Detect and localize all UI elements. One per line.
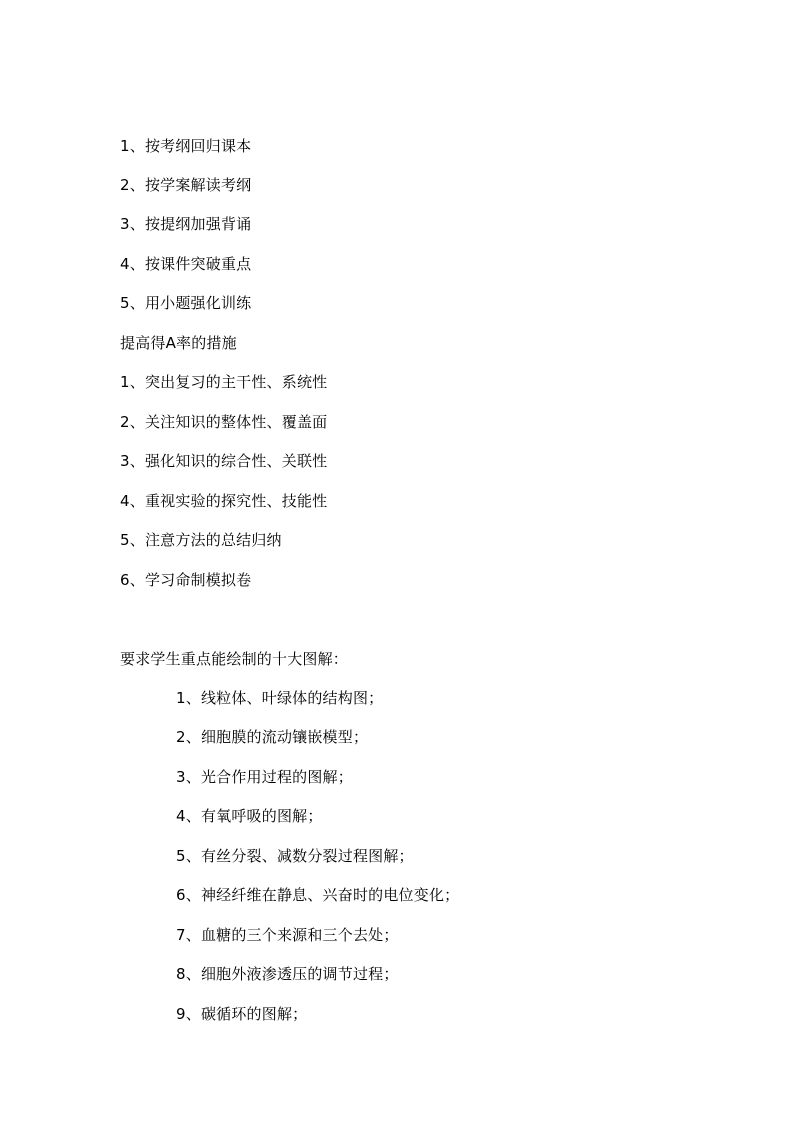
- list-item: 3、强化知识的综合性、关联性: [120, 452, 328, 470]
- list-item: 3、按提纲加强背诵: [120, 215, 252, 233]
- list-item: 1、按考纲回归课本: [120, 137, 252, 155]
- list-item: 9、碳循环的图解；: [176, 1005, 308, 1023]
- list-item: 2、按学案解读考纲: [120, 176, 252, 194]
- a-rate-heading: 提高得A率的措施: [120, 334, 237, 352]
- list-item: 8、细胞外液渗透压的调节过程；: [176, 965, 399, 983]
- list-item: 6、学习命制模拟卷: [120, 571, 252, 589]
- diagrams-heading: 要求学生重点能绘制的十大图解：: [120, 650, 349, 668]
- list-item: 4、重视实验的探究性、技能性: [120, 492, 328, 510]
- list-item: 4、有氧呼吸的图解；: [176, 807, 323, 825]
- list-item: 5、有丝分裂、减数分裂过程图解；: [176, 847, 414, 865]
- list-item: 5、用小题强化训练: [120, 294, 252, 312]
- list-item: 7、血糖的三个来源和三个去处；: [176, 926, 399, 944]
- list-item: 2、细胞膜的流动镶嵌模型；: [176, 728, 369, 746]
- list-item: 1、突出复习的主干性、系统性: [120, 373, 328, 391]
- list-item: 1、线粒体、叶绿体的结构图；: [176, 689, 384, 707]
- list-item: 5、注意方法的总结归纳: [120, 531, 282, 549]
- list-item: 6、神经纤维在静息、兴奋时的电位变化；: [176, 886, 460, 904]
- list-item: 3、光合作用过程的图解；: [176, 768, 353, 786]
- list-item: 2、关注知识的整体性、覆盖面: [120, 413, 328, 431]
- list-item: 4、按课件突破重点: [120, 255, 252, 273]
